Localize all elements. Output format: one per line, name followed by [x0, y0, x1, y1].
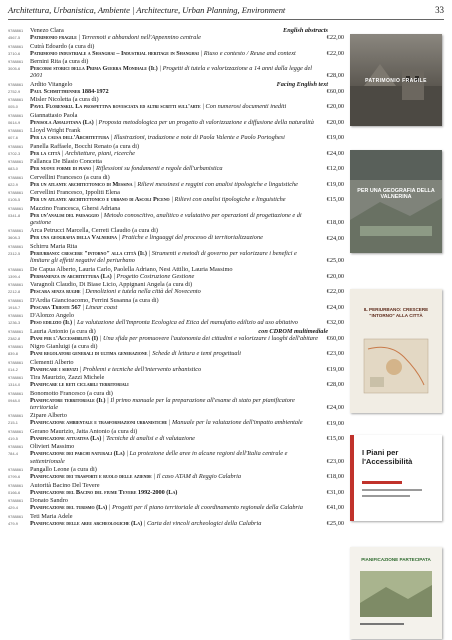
- entry-subtitle: | La valutazione dell'Impronta Ecologica ed Etica del manufatto edilizio ad uso abitativo: [72, 319, 298, 327]
- isbn-suffix: 4567-5: [8, 35, 21, 40]
- entry-title[interactable]: [30, 288, 318, 295]
- entry-title-main: Per nuove forme di piano: [30, 165, 92, 173]
- entry-subtitle: | Rilievi messinesi e reggini con analisi tipologiche e linguistiche: [132, 180, 298, 188]
- book-cover[interactable]: [350, 547, 442, 639]
- cover-photo: [350, 547, 442, 639]
- isbn-suffix: 784-4: [8, 451, 18, 457]
- entry-author: Tira Maurizio, Zazzi Michele: [30, 374, 105, 382]
- isbn-suffix: 419-5: [8, 435, 18, 441]
- entry-price: €24,00: [326, 149, 344, 157]
- entry-title[interactable]: [30, 435, 318, 442]
- isbn-prefix: 9788861: [8, 344, 24, 350]
- isbn-prefix: 9788861: [8, 482, 24, 488]
- entry-price: €20,00: [326, 272, 344, 280]
- catalog-entry: [8, 174, 344, 188]
- entry-title-main: Pianificazione del turismo (La): [30, 504, 108, 512]
- entry-author: Arca Petrucci Marcella, Cerreti Claudio (a cura di): [30, 227, 158, 235]
- catalog-entry: [8, 297, 344, 311]
- isbn-prefix: 9788861: [8, 112, 24, 118]
- entry-price: €19,00: [326, 419, 344, 427]
- entry-title-main: Pavel Florenskij. La prospettiva rovesciata ed altri scritti sull'arte: [30, 103, 201, 111]
- entry-subtitle: | Metodo conoscitivo, analitico e valutativo per operazioni di progettazione e di gestione: [30, 211, 302, 226]
- catalog-entry: [8, 412, 344, 426]
- isbn-prefix: 9788861: [8, 43, 24, 49]
- entry-title-main: Per un atlante architettonico di Messina: [30, 180, 133, 188]
- isbn-prefix: 9788861: [8, 444, 24, 450]
- entry-title[interactable]: [30, 103, 318, 110]
- isbn-prefix: 9788861: [8, 328, 24, 334]
- entry-author: Cervellini Francesco, Ippoliti Elena: [30, 189, 120, 197]
- entry-author: Bonomotto Francesco (a cura di): [30, 389, 113, 397]
- entry-subtitle: | Problemi e tecniche dell'intervento urbanistico: [78, 365, 202, 373]
- entry-author: Cervellini Francesco (a cura di): [30, 173, 110, 181]
- entry-subtitle: | Illustrazioni, traduzione e note di Paola Valente e Paolo Portoghesi: [108, 134, 285, 142]
- cover-title: IL PERIURBANO: CRESCERE "INTORNO" ALLA CITTÀ: [363, 307, 429, 318]
- entry-price: €31,00: [326, 488, 344, 496]
- entry-subtitle: | Carta dei vincoli archeologici della Calabria: [142, 519, 262, 527]
- entry-subtitle: | Il primo manuale per la preparazione all'esame di stato per pianificatore territoriale: [30, 396, 295, 411]
- entry-subtitle: | Strumenti e metodi di governo per valorizzare i benefici e limitare gli effetti negativi del periurbano: [30, 249, 297, 265]
- isbn-prefix: 9788861: [8, 359, 24, 365]
- entry-title[interactable]: [30, 350, 318, 357]
- isbn-prefix: 9788861: [8, 59, 24, 64]
- isbn-prefix: 9788861: [8, 266, 24, 272]
- header-rule: [8, 19, 444, 20]
- entry-price: €19,00: [326, 134, 344, 142]
- entry-title-main: Pianificatore territoriale (Il): [30, 396, 106, 404]
- entry-subtitle: | Schede di lettura e temi progettuali: [147, 350, 241, 358]
- entry-title-main: Piani per l'Accessibilità (I): [30, 334, 99, 342]
- isbn-prefix: 9788861: [8, 205, 24, 211]
- entry-author: D'Alonzo Angelo: [30, 312, 74, 320]
- entry-price: €28,00: [326, 381, 344, 389]
- entry-price: €18,00: [326, 219, 344, 227]
- isbn-prefix: 9788861: [8, 390, 24, 396]
- isbn-suffix: 1918-7: [8, 304, 21, 310]
- isbn-prefix: 9788861: [8, 413, 24, 419]
- isbn-prefix: 9788861: [8, 97, 24, 103]
- entry-subtitle: | Demolizioni e tutela nella città del Novecento: [80, 288, 201, 296]
- entry-subtitle: | Terremoti e abbandoni nell'Appennino centrale: [76, 34, 201, 41]
- catalog-entry: [8, 143, 344, 157]
- isbn-suffix: 0341-8: [8, 212, 21, 218]
- entry-title[interactable]: [30, 273, 318, 280]
- entry-price: €23,00: [326, 350, 344, 358]
- entry-title[interactable]: [30, 119, 318, 126]
- entry-title[interactable]: [30, 150, 318, 157]
- entry-price: €23,00: [326, 457, 344, 465]
- catalog-entry: [8, 482, 344, 496]
- entry-price: €12,00: [326, 165, 344, 173]
- entry-author: Venezo Clara: [30, 27, 64, 34]
- entry-price: €19,00: [326, 180, 344, 188]
- entry-title[interactable]: [30, 134, 318, 141]
- entry-title[interactable]: [30, 335, 318, 342]
- entry-price: €22,00: [326, 288, 344, 296]
- entry-title-main: Pescara senza rughe: [30, 288, 81, 296]
- entry-title[interactable]: [30, 50, 318, 57]
- entry-author: Gerano Maurizio, Jatta Antonio (a cura di): [30, 427, 138, 435]
- isbn-suffix: 479-9: [8, 520, 18, 526]
- isbn-suffix: 215-1: [8, 420, 18, 426]
- entry-title[interactable]: [30, 196, 318, 203]
- entry-price: €28,00: [326, 72, 344, 80]
- entry-title-main: Patrimonio industriale a Shanghai – Industrial heritage in Shanghai: [30, 49, 199, 57]
- catalog-entry: [8, 205, 344, 226]
- isbn-suffix: 1236-3: [8, 320, 21, 326]
- entry-subtitle: | Con numerosi documenti inediti: [200, 103, 287, 111]
- catalog-entry: [8, 189, 344, 203]
- entry-price: €15,00: [326, 196, 344, 204]
- isbn-prefix: 9788861: [8, 282, 24, 288]
- entry-title[interactable]: [30, 489, 318, 496]
- entry-title-main: Pianificazione dei parchi naturali (La): [30, 450, 125, 458]
- entry-author: Ardito Vitangelo: [30, 80, 73, 88]
- entry-subtitle: | Riflessioni su fondamenti e regole dell'urbanistica: [91, 165, 223, 173]
- isbn-prefix: 9788861: [8, 128, 24, 134]
- catalog-entry: [8, 227, 344, 241]
- catalog-entry: [8, 281, 344, 295]
- isbn-suffix: 2312-5: [8, 250, 21, 256]
- cover-title: PATRIMONIO FRAGILE: [365, 78, 427, 84]
- entry-subtitle: | Pratiche e linguaggi del processo di territorializzazione: [116, 234, 263, 242]
- isbn-suffix: 607-6: [8, 135, 18, 141]
- entry-author: Mazzino Francesca, Ghersi Adriana: [30, 204, 121, 212]
- isbn-suffix: 622-9: [8, 181, 18, 187]
- entry-subtitle: | Linear coast: [80, 303, 118, 311]
- isbn-prefix: 9788861: [8, 375, 24, 381]
- catalog-entry: [8, 312, 344, 326]
- entry-title-main: Per la città: [30, 149, 61, 157]
- isbn-prefix: 9788861: [8, 28, 24, 33]
- entry-subtitle: | Progetti per il piano territoriale di coordinamento regionale della Calabria: [107, 504, 303, 512]
- catalog-entry: [8, 374, 344, 388]
- cover-title: PER UNA GEOGRAFIA DELLA VALNERINA: [357, 188, 435, 201]
- entry-price: €24,00: [326, 404, 344, 412]
- entry-title[interactable]: [30, 504, 318, 511]
- entry-author: Nigro Gianluigi (a cura di): [30, 343, 98, 351]
- entry-title[interactable]: [30, 234, 318, 241]
- isbn-suffix: 2382-8: [8, 335, 21, 341]
- catalog-entry: [8, 112, 344, 126]
- entry-note: English abstracts: [283, 27, 328, 34]
- entry-note: con CDROM multimediale: [258, 327, 328, 335]
- entry-title[interactable]: [30, 34, 318, 41]
- catalog-entry: [8, 343, 344, 357]
- entry-title-main: Piani regolatori generali di ultima generazione: [30, 350, 148, 358]
- isbn-prefix: 9788861: [8, 513, 24, 519]
- isbn-suffix: 0614-9: [8, 119, 21, 125]
- isbn-suffix: 683-0: [8, 166, 18, 172]
- entry-price: €25,00: [326, 519, 344, 527]
- entry-subtitle: | Progetto Costruzione Gestione: [111, 272, 195, 280]
- entry-title-main: Pianificazione ambientale e trasformazioni urbanistiche: [30, 419, 168, 427]
- entry-title[interactable]: [30, 181, 318, 188]
- entry-title[interactable]: [30, 473, 318, 480]
- entry-title-main: Penisola Amalfitana (La): [30, 118, 94, 126]
- entry-title-main: Periurbano: crescere "intorno" alla città (Il): [30, 249, 147, 257]
- entry-author: Zipare Alberto: [30, 412, 67, 420]
- isbn-prefix: 9788861: [8, 243, 24, 249]
- entry-title[interactable]: [30, 304, 318, 311]
- entry-author: Cutrà Edoardo (a cura di): [30, 42, 95, 50]
- isbn-prefix: 9788861: [8, 313, 24, 319]
- isbn-suffix: 429-4: [8, 505, 18, 511]
- landscape-photo: [350, 150, 442, 253]
- entry-title[interactable]: [30, 381, 318, 388]
- entry-author: De Capua Alberto, Lauria Carlo, Paolella Adriano, Nesi Attilio, Lauria Massimo: [30, 265, 233, 273]
- entry-title[interactable]: [30, 250, 318, 264]
- entry-title-main: Paul Schmitthenner 1884-1972: [30, 87, 109, 95]
- catalog-entry: [8, 127, 344, 141]
- entry-subtitle: | Una sfida per promuovere l'autonomia dei cittadini e valorizzare i luoghi dell'abitare: [98, 334, 318, 342]
- entry-author: Pangallo Leone (a cura di): [30, 466, 97, 474]
- isbn-prefix: 9788861: [8, 159, 24, 165]
- entry-title[interactable]: [30, 212, 318, 226]
- entry-author: Autorità Bacino Del Tevere: [30, 481, 100, 489]
- entry-subtitle: | Architetture, piani, ricerche: [60, 149, 135, 157]
- catalog-entry: [8, 390, 344, 411]
- isbn-suffix: 0105-5: [8, 197, 21, 203]
- entry-title-main: Per una geografia della Valnerina: [30, 234, 117, 242]
- entry-author: Lloyd Wright Frank: [30, 127, 81, 135]
- isbn-suffix: 0799-6: [8, 474, 21, 480]
- book-cover[interactable]: [350, 289, 442, 413]
- entry-author: Varagnoli Claudio, Di Biase Licio, Appignani Angela (a cura di): [30, 281, 193, 289]
- catalog-entry: [8, 359, 344, 373]
- catalog-entry: [8, 328, 344, 342]
- catalog-entry: [8, 428, 344, 442]
- entry-subtitle: | Progetti di tutela e valorizzazione a 14 anni dalla legge del 2001: [30, 65, 313, 80]
- entry-subtitle: | Manuale per la valutazione dell'impatto ambientale: [167, 419, 303, 427]
- entry-price: €22,00: [326, 34, 344, 42]
- catalog-entry: [8, 27, 344, 41]
- isbn-suffix: 839-8: [8, 351, 18, 357]
- isbn-suffix: 1314-0: [8, 382, 21, 388]
- entry-author: Olivieri Massimo: [30, 443, 75, 451]
- catalog-entry: [8, 43, 344, 57]
- entry-title-main: Pianificare le reti ciclabili territoriali: [30, 381, 129, 389]
- entry-price: €25,00: [326, 257, 344, 265]
- book-cover[interactable]: [350, 150, 442, 253]
- entry-title[interactable]: [30, 397, 318, 411]
- entry-author: Panella Raffaele, Bocchi Renato (a cura di): [30, 142, 140, 150]
- entry-author: Misler Nicoletta (a cura di): [30, 96, 99, 104]
- entry-title-main: Permanenza in architettura (La): [30, 272, 112, 280]
- isbn-prefix: 9788861: [8, 428, 24, 434]
- isbn-prefix: 9788861: [8, 467, 24, 473]
- book-cover[interactable]: [350, 435, 442, 521]
- entry-price: €24,00: [326, 234, 344, 242]
- entry-author: Teti Maria Adele: [30, 512, 73, 520]
- page-header: [8, 5, 444, 19]
- entry-author: Donato Sandro: [30, 497, 68, 505]
- entry-price: €24,00: [326, 303, 344, 311]
- entry-title-main: Per la causa dell'Architettura: [30, 134, 109, 142]
- entry-author: Fallanca De Blasio Concetta: [30, 158, 102, 166]
- entry-title-main: Pianificazione dei trasporti e ruolo delle aziende: [30, 473, 152, 481]
- catalog-entry: [8, 497, 344, 511]
- isbn-suffix: 014-2: [8, 366, 18, 372]
- isbn-suffix: 0166-6: [8, 489, 21, 495]
- entry-price: €32,00: [326, 319, 344, 327]
- isbn-prefix: 9788861: [8, 498, 24, 504]
- entry-title[interactable]: [30, 319, 318, 326]
- entry-price: €19,00: [326, 365, 344, 373]
- isbn-prefix: 9788861: [8, 81, 24, 87]
- isbn-prefix: 9788861: [8, 228, 24, 234]
- entry-price: €18,00: [326, 473, 344, 481]
- isbn-suffix: 005-0: [8, 104, 18, 110]
- entry-author: Clementi Alberto: [30, 358, 74, 366]
- entry-subtitle: | Tecniche di analisi e di valutazione: [101, 434, 195, 442]
- section-title: Architettura, Urbanistica, Ambiente | Architecture, Urban Planning, Environment: [8, 5, 286, 15]
- entry-price: €41,00: [326, 504, 344, 512]
- entry-title[interactable]: [30, 88, 318, 95]
- entry-price: €20,00: [326, 103, 344, 111]
- isbn-prefix: 9788861: [8, 143, 24, 149]
- cover-title: I Piani per l'Accessibilità: [362, 448, 413, 466]
- entry-title-main: Peso edilizio (Il): [30, 319, 73, 327]
- catalog-entry: [8, 266, 344, 280]
- catalog-entry: [8, 158, 344, 172]
- catalog-list: [8, 27, 344, 528]
- entry-title-main: Per un atlante architettonico e urbano di Ascoli Piceno: [30, 196, 170, 204]
- entry-title[interactable]: [30, 65, 318, 79]
- entry-title[interactable]: [30, 450, 318, 464]
- isbn-prefix: 9788861: [8, 174, 24, 180]
- isbn-suffix: 2752-9: [8, 88, 21, 94]
- catalog-entry: [8, 58, 344, 79]
- entry-author: Giannattasio Paola: [30, 111, 78, 119]
- catalog-entry: [8, 243, 344, 264]
- cover-title: PIANIFICAZIONE PARTECIPATA: [361, 557, 431, 562]
- entry-price: €22,00: [326, 49, 344, 57]
- entry-author: Schirru Maria Rita: [30, 242, 78, 250]
- cover-graphic: [354, 435, 442, 521]
- isbn-suffix: 3710-6: [8, 50, 21, 56]
- entry-title[interactable]: [30, 165, 318, 172]
- entry-title-main: Pianificazione attuativa (La): [30, 434, 102, 442]
- catalog-entry: [8, 513, 344, 527]
- entry-subtitle: | Riuso e contesto / Reuse and context: [198, 49, 296, 57]
- isbn-suffix: 1399-4: [8, 273, 21, 279]
- entry-author: Lauria Antonio (a cura di): [30, 327, 96, 335]
- entry-subtitle: | La protezione delle aree in alcune regioni dell'Italia centrale e settentrionale: [30, 450, 288, 465]
- book-cover[interactable]: [350, 34, 442, 126]
- entry-subtitle: | Il caso ATAM di Reggio Calabria: [151, 473, 242, 481]
- entry-price: €60,00: [326, 334, 344, 342]
- page-number: 33: [435, 5, 444, 15]
- entry-title-main: Pianificare i servizi: [30, 365, 79, 373]
- entry-title-main: Per un'analisi del paesaggio: [30, 211, 99, 219]
- catalog-entry: [8, 96, 344, 110]
- entry-price: €60,00: [326, 87, 344, 95]
- isbn-prefix: 9788861: [8, 190, 24, 196]
- catalog-entry: [8, 81, 344, 95]
- entry-title-main: Pianificazione del Bacino del fiume Tevere 1992-2000 (La): [30, 488, 178, 496]
- entry-price: €20,00: [326, 118, 344, 126]
- catalog-entry: [8, 443, 344, 464]
- entry-title[interactable]: [30, 520, 318, 527]
- isbn-suffix: 0702-3: [8, 150, 21, 156]
- isbn-suffix: 2212-8: [8, 289, 21, 295]
- entry-subtitle: | Rilievi con analisi tipologiche e linguistiche: [169, 196, 286, 204]
- isbn-suffix: 0948-0: [8, 397, 21, 403]
- entry-note: Facing English text: [276, 80, 328, 88]
- catalog-entry: [8, 466, 344, 480]
- entry-price: €15,00: [326, 435, 344, 443]
- entry-subtitle: | Proposta metodologica per un progetto di valorizzazione e diffusione della naturalità: [93, 118, 314, 126]
- isbn-prefix: 9788861: [8, 297, 24, 303]
- entry-title[interactable]: [30, 419, 318, 426]
- isbn-suffix: 3608-3: [8, 235, 21, 241]
- map-illustration: [350, 289, 442, 413]
- entry-title-main: Pianificazione delle aree archeologiche (La): [30, 519, 143, 527]
- entry-title-main: Patrimonio fragile: [30, 34, 77, 41]
- entry-title-main: Pescara Trieste 567: [30, 303, 81, 311]
- entry-author: Bernini Rita (a cura di): [30, 58, 89, 65]
- entry-author: D'Ardia Giancioacomo, Ferrini Susanna (a cura di): [30, 296, 159, 304]
- entry-title-main: Percorsi storici della Prima Guerra Mondiale (Il): [30, 65, 158, 72]
- isbn-suffix: 3005-6: [8, 66, 21, 71]
- entry-title[interactable]: [30, 366, 318, 373]
